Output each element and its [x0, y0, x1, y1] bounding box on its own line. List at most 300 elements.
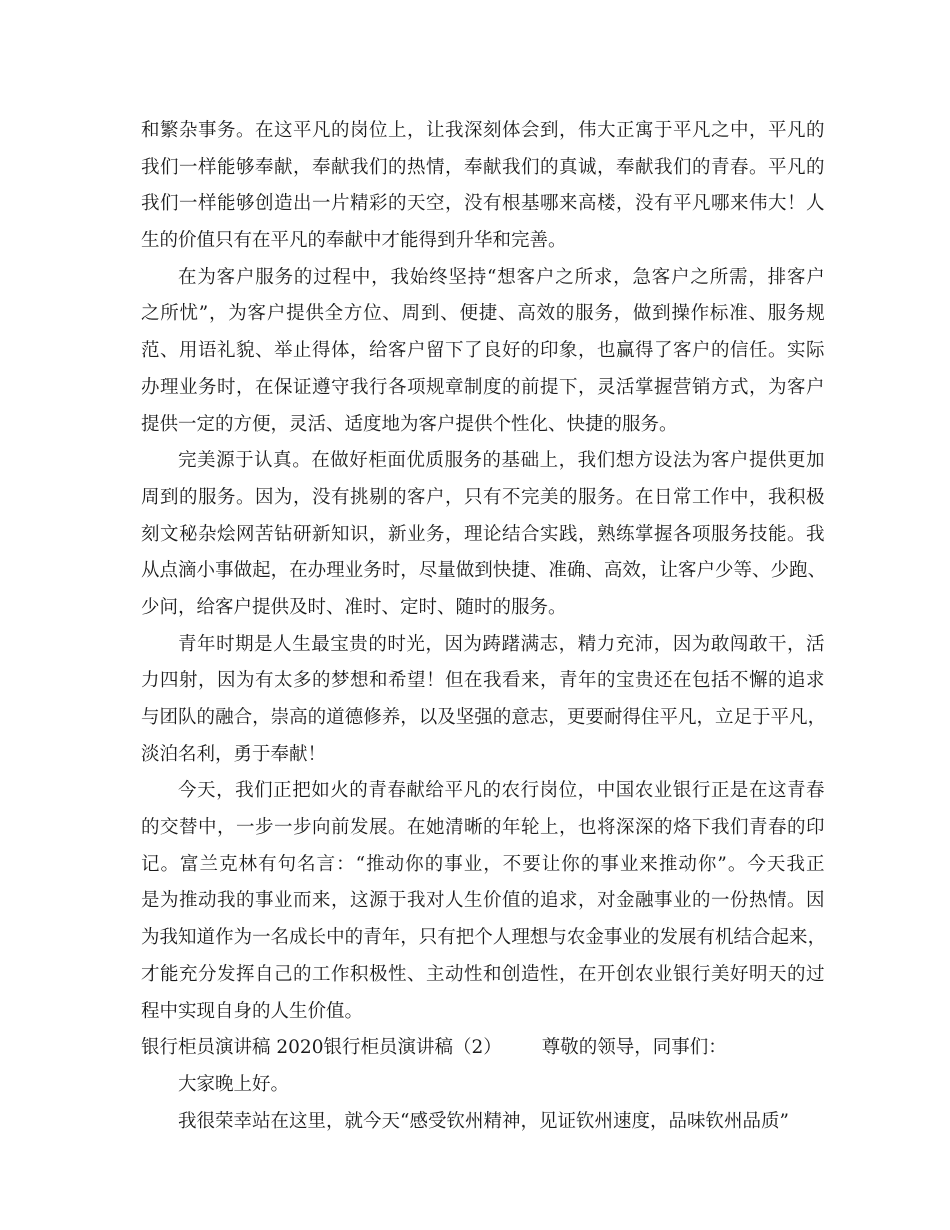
text-char: 深: [464, 120, 483, 141]
text-char: 的: [141, 817, 160, 839]
text-line: [141, 553, 825, 590]
text-char: 周: [401, 303, 421, 325]
text-char: 价: [483, 890, 502, 912]
text-char: 了: [464, 340, 483, 362]
text-char: 确: [566, 560, 586, 582]
text-char: 服: [711, 523, 730, 545]
text-char: 来: [639, 853, 658, 875]
text-char: 今: [178, 780, 197, 802]
text-char: 求: [806, 670, 825, 692]
text-char: 设: [653, 450, 673, 472]
text-char: 踌: [482, 633, 502, 655]
text-char: 平: [293, 120, 312, 141]
text-char: 、: [407, 963, 426, 985]
text-char: ，: [293, 486, 312, 508]
text-char: 没: [464, 193, 483, 215]
text-char: 正: [616, 120, 635, 141]
text-char: 时: [216, 633, 235, 655]
text-char: 源: [369, 890, 388, 912]
text-char: ，: [578, 523, 597, 545]
text-char: 天: [768, 963, 787, 985]
text-char: “: [487, 266, 497, 288]
text-char: 起: [770, 927, 790, 949]
text-char: 度: [483, 376, 502, 398]
text-char: 步: [255, 817, 274, 839]
text-char: 们: [730, 817, 749, 839]
text-line: [141, 1104, 825, 1141]
text-line: [141, 957, 825, 994]
text-char: 充: [179, 963, 198, 985]
text-char: 宝: [330, 633, 349, 655]
text-char: 营: [673, 376, 692, 398]
text-char: 正: [273, 780, 292, 802]
text-char: 作: [215, 927, 234, 949]
text-char: 交: [160, 817, 179, 839]
text-char: 的: [482, 450, 502, 472]
text-char: 如: [311, 780, 330, 802]
text-char: 刻: [483, 120, 502, 141]
text-char: ，: [369, 523, 388, 545]
text-char: ，: [559, 817, 578, 839]
text-char: 便: [459, 303, 478, 325]
text-char: 、: [382, 303, 401, 325]
text-char: 用: [179, 340, 198, 362]
text-char: 加: [806, 450, 825, 472]
text-char: 机: [714, 927, 734, 949]
text-char: ，: [445, 156, 464, 178]
text-char: ，: [445, 486, 464, 508]
text-char: ，: [749, 120, 768, 141]
text-char: 天: [407, 193, 426, 215]
text-char: 造: [521, 963, 540, 985]
text-char: 耐: [603, 707, 623, 728]
text-char: 的: [521, 340, 540, 362]
text-char: 推: [366, 853, 385, 875]
text-char: 是: [729, 780, 749, 802]
text-char: 求: [559, 890, 578, 912]
text-char: 时: [381, 560, 401, 582]
text-char: 遵: [312, 376, 331, 398]
text-char: 的: [502, 376, 521, 398]
text-char: 信: [730, 340, 749, 362]
text-char: 的: [196, 707, 216, 728]
text-char: 天: [766, 853, 786, 875]
text-line: [141, 370, 825, 407]
text-char: ，: [445, 523, 464, 545]
text-char: 积: [350, 963, 369, 985]
text-char: 户: [671, 266, 690, 288]
text-char: 在: [255, 376, 274, 398]
text-char: 行: [692, 963, 711, 985]
text-char: 献: [274, 156, 293, 178]
text-char: 替: [179, 817, 198, 839]
text-char: 动: [385, 853, 405, 875]
text-char: 在: [178, 266, 197, 288]
text-char: 上: [539, 450, 559, 472]
text-char: 礼: [217, 340, 236, 362]
text-char: 周: [141, 486, 160, 508]
text-char: 急: [632, 266, 651, 288]
text-char: 平: [444, 780, 463, 802]
text-char: 好: [502, 340, 521, 362]
text-char: 。: [787, 523, 806, 545]
text-char: 基: [501, 450, 521, 472]
text-line: [141, 333, 825, 370]
text-char: ，: [616, 193, 635, 215]
text-char: 正: [710, 780, 730, 802]
text-char: 春: [768, 817, 787, 839]
text-char: 在: [635, 486, 654, 508]
text-char: 秘: [179, 523, 198, 545]
text-char: 制: [464, 376, 483, 398]
text-char: ，: [236, 376, 255, 398]
text-char: 赢: [616, 340, 635, 362]
text-char: ，: [578, 376, 597, 398]
text-char: 识: [350, 523, 369, 545]
text-char: 国: [615, 780, 635, 802]
text-char: 金: [616, 890, 635, 912]
text-char: ，: [558, 633, 578, 655]
text-line-content: 提供一定的方便，灵活、适度地为客户提供个性化、快捷的服务。: [141, 413, 678, 435]
text-char: 快: [492, 560, 512, 582]
text-char: 给: [369, 340, 388, 362]
text-char: 有: [258, 853, 277, 875]
text-char: 和: [483, 963, 502, 985]
text-char: ，: [749, 376, 768, 398]
text-char: 人: [273, 633, 292, 655]
text-char: 项: [407, 376, 426, 398]
text-char: 想: [529, 927, 549, 949]
text-char: 任: [749, 340, 768, 362]
text-char: 为: [228, 303, 247, 325]
text-char: 伟: [578, 120, 597, 141]
text-char: 守: [331, 376, 350, 398]
text-char: 我: [141, 193, 160, 215]
text-char: 坚: [448, 266, 467, 288]
text-char: 还: [654, 670, 673, 692]
text-char: 理: [326, 560, 345, 582]
text-char: 一: [274, 817, 293, 839]
text-char: 寓: [635, 120, 654, 141]
text-char: 献: [331, 156, 350, 178]
text-char: 春: [730, 156, 749, 178]
text-char: 们: [673, 156, 692, 178]
text-char: 火: [330, 780, 349, 802]
text-char: 们: [254, 780, 273, 802]
text-char: 期: [235, 633, 254, 655]
text-char: 务: [730, 523, 749, 545]
text-char: 貌: [236, 340, 255, 362]
text-char: 精: [350, 193, 369, 215]
text-char: 大: [597, 120, 616, 141]
text-char: 性: [540, 963, 559, 985]
text-char: 平: [673, 193, 692, 215]
text-char: 户: [426, 486, 445, 508]
text-char: 、: [529, 560, 549, 582]
text-char: 效: [536, 303, 556, 325]
text-char: 量: [437, 560, 456, 582]
text-char: 务: [786, 303, 806, 325]
text-char: 平: [768, 120, 787, 141]
text-char: 凡: [312, 120, 331, 141]
text-char: 实: [540, 523, 559, 545]
text-char: 。: [749, 156, 768, 178]
text-char: 到: [420, 303, 440, 325]
text-char: 事: [255, 890, 274, 912]
text-char: 奉: [464, 156, 483, 178]
text-char: 养: [381, 707, 401, 728]
text-char: 造: [274, 193, 293, 215]
text-char: 创: [502, 963, 521, 985]
text-char: 践: [559, 523, 578, 545]
text-char: 、: [752, 560, 771, 582]
text-char: ，: [209, 303, 228, 325]
text-char: 看: [502, 670, 521, 692]
text-char: 为: [233, 927, 253, 949]
text-char: ，: [217, 817, 236, 839]
text-char: 在: [289, 560, 308, 582]
text-char: 服: [255, 266, 274, 288]
text-char: ，: [696, 707, 715, 728]
text-char: 前: [521, 376, 540, 398]
text-char: 各: [388, 376, 407, 398]
text-char: 为: [160, 890, 179, 912]
text-char: 农: [501, 780, 521, 802]
text-char: 融: [215, 707, 234, 728]
text-char: 一: [252, 927, 271, 949]
text-char: 记: [141, 853, 160, 875]
text-char: 我: [217, 890, 236, 912]
text-char: 奉: [616, 156, 635, 178]
text-char: 新: [388, 523, 407, 545]
text-char: 梦: [331, 670, 350, 692]
text-line: [141, 480, 825, 517]
text-char: 干: [767, 633, 787, 655]
text-char: 能: [217, 193, 236, 215]
text-char: ，: [748, 266, 767, 288]
text-char: 客: [786, 266, 806, 288]
text-char: 准: [729, 303, 748, 325]
text-char: 柜: [368, 450, 387, 472]
text-char: 知: [178, 927, 197, 949]
text-char: 凡: [789, 707, 808, 728]
text-char: 深: [616, 817, 635, 839]
text-char: 终: [429, 266, 448, 288]
text-char: 中: [730, 120, 749, 141]
text-line-content: 程中实现自身的人生价值。: [141, 1000, 364, 1022]
text-char: 农: [566, 927, 586, 949]
text-char: 的: [388, 156, 407, 178]
text-char: 客: [216, 266, 236, 288]
text-char: 从: [141, 560, 160, 582]
text-char: 于: [388, 890, 407, 912]
text-char: 方: [711, 376, 730, 398]
text-char: 质: [425, 450, 444, 472]
text-char: 得: [622, 707, 641, 728]
text-char: 志: [529, 707, 549, 728]
text-char: 因: [806, 890, 825, 912]
text-char: 想: [497, 266, 516, 288]
text-char: 岗: [350, 120, 369, 141]
text-char: ，: [252, 707, 271, 728]
text-char: 苦: [255, 523, 274, 545]
text-char: 凡: [692, 120, 711, 141]
text-char: 富: [180, 853, 199, 875]
text-char: 因: [444, 633, 463, 655]
text-char: ，: [749, 486, 768, 508]
text-char: 业: [463, 853, 483, 875]
text-char: 及: [437, 707, 456, 728]
text-char: 服: [767, 303, 787, 325]
text-char: 、: [255, 340, 274, 362]
text-char: 宝: [616, 670, 635, 692]
text-line: [141, 1067, 825, 1104]
text-char: 银: [672, 780, 692, 802]
text-char: 清: [445, 817, 464, 839]
text-char: 充: [615, 633, 635, 655]
text-char: 青: [178, 633, 197, 655]
text-char: 时: [217, 376, 236, 398]
text-char: 力: [141, 670, 160, 692]
text-line: [141, 737, 825, 774]
text-char: 为: [768, 376, 787, 398]
text-char: 把: [292, 780, 311, 802]
text-char: 。: [388, 817, 407, 839]
text-char: 个: [474, 927, 493, 949]
text-char: 为: [274, 486, 293, 508]
text-char: 论: [483, 523, 502, 545]
text-char: 际: [806, 340, 825, 362]
text-char: 于: [752, 707, 771, 728]
text-char: 滴: [178, 560, 197, 582]
text-char: 动: [198, 890, 217, 912]
text-char: 杂: [179, 120, 198, 141]
text-char: 青: [711, 156, 730, 178]
text-char: 于: [235, 450, 254, 472]
text-char: 美: [197, 450, 216, 472]
text-char: 良: [483, 340, 502, 362]
text-char: 的: [236, 890, 255, 912]
text-char: 到: [540, 120, 559, 141]
text-char: 法: [672, 450, 692, 472]
text-char: 哪: [711, 193, 730, 215]
text-char: 我: [786, 853, 805, 875]
text-char: 合: [233, 707, 253, 728]
text-char: 够: [236, 156, 255, 178]
text-char: 中: [198, 817, 217, 839]
text-char: 林: [238, 853, 258, 875]
text-char: 修: [363, 707, 382, 728]
text-char: 源: [216, 450, 235, 472]
text-line: [141, 186, 825, 223]
text-char: 足: [733, 707, 753, 728]
text-char: 推: [179, 890, 198, 912]
text-char: 项: [692, 523, 711, 545]
text-char: 办: [307, 560, 327, 582]
text-char: 热: [407, 156, 426, 178]
text-char: 象: [559, 340, 578, 362]
text-char: 网: [236, 523, 255, 545]
text-char: 服: [444, 450, 463, 472]
text-char: 你: [405, 853, 424, 875]
text-line: [141, 700, 825, 737]
text-char: 年: [502, 817, 521, 839]
text-char: 办: [141, 376, 160, 398]
text-char: ，: [400, 927, 419, 949]
text-char: ，: [350, 340, 369, 362]
text-char: 技: [749, 523, 768, 545]
text-char: 的: [293, 266, 313, 288]
text-char: 的: [555, 303, 575, 325]
text-char: 体: [502, 120, 521, 141]
text-char: 各: [673, 523, 692, 545]
text-char: 剔: [369, 486, 388, 508]
text-char: 克: [219, 853, 238, 875]
text-char: 展: [369, 817, 388, 839]
text-char: 捷: [511, 560, 530, 582]
text-line: [141, 883, 825, 920]
text-char: 来: [559, 193, 578, 215]
text-char: 伟: [749, 193, 768, 215]
text-char: 的: [692, 156, 711, 178]
text-char: 所: [574, 266, 594, 288]
text-char: 我: [445, 120, 464, 141]
text-char: 和: [369, 670, 388, 692]
text-char: 的: [349, 780, 368, 802]
text-char: 到: [652, 303, 671, 325]
text-char: 敢: [748, 633, 768, 655]
text-char: 的: [293, 963, 312, 985]
text-char: 们: [160, 193, 179, 215]
text-char: 能: [160, 963, 179, 985]
text-line: [141, 517, 825, 554]
text-char: 客: [677, 560, 697, 582]
text-char: 深: [635, 817, 654, 839]
text-char: 的: [559, 486, 578, 508]
text-char: 过: [313, 266, 332, 288]
text-char: 对: [426, 890, 445, 912]
text-char: 一: [312, 193, 331, 215]
text-char: 主: [426, 963, 445, 985]
text-char: 完: [178, 450, 197, 472]
text-char: 农: [634, 780, 654, 802]
text-char: 业: [673, 890, 692, 912]
text-char: 这: [350, 890, 369, 912]
text-char: 提: [748, 450, 768, 472]
text-char: 我: [390, 266, 409, 288]
text-char: 之: [555, 266, 574, 288]
text-char: 范: [141, 340, 160, 362]
text-char: 的: [388, 486, 407, 508]
text-char: 来: [730, 193, 749, 215]
text-char: 这: [274, 120, 293, 141]
text-char: 。: [236, 486, 255, 508]
text-char: 射: [179, 670, 198, 692]
text-char: 力: [596, 633, 616, 655]
text-char: 四: [160, 670, 179, 692]
text-char: 言: [316, 853, 336, 875]
text-char: 名: [297, 853, 316, 875]
text-char: 务: [217, 486, 236, 508]
text-char: 括: [711, 670, 730, 692]
text-char: 在: [464, 670, 483, 692]
text-char: 追: [787, 670, 806, 692]
text-char: 在: [748, 780, 768, 802]
text-char: 让: [659, 560, 678, 582]
text-char: 程: [332, 266, 352, 288]
text-char: 我: [577, 450, 597, 472]
text-char: 上: [540, 817, 559, 839]
